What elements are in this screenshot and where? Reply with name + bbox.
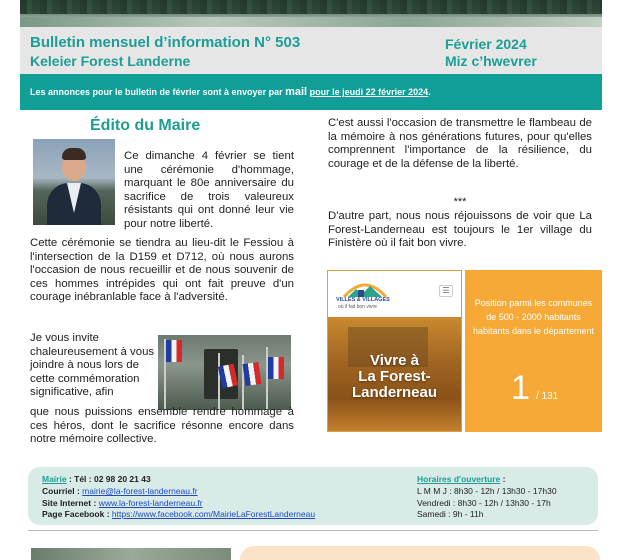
- village-name: [328, 353, 461, 401]
- villes-villages-logo: [340, 277, 390, 299]
- notice-mail-word: mail: [285, 86, 308, 98]
- village-name-line-3: Landerneau: [351, 384, 438, 401]
- opening-hours-colon: :: [500, 474, 506, 484]
- mairie-phone: : Tél : 02 98 20 21 43: [66, 474, 151, 484]
- notice-deadline-link[interactable]: pour le jeudi 22 février 2024: [309, 87, 429, 97]
- villes-villages-card[interactable]: [327, 270, 462, 432]
- contact-box: [28, 467, 598, 525]
- village-name-line-1: Vivre à: [370, 352, 419, 369]
- edito-paragraph-3-end: que nous puissions ensemble rendre hommage à ces héros, dont le sacrifice résonne encore dans notre mémoire collective.: [30, 406, 294, 446]
- ranking-card: [465, 270, 602, 432]
- banner-photo: [20, 0, 602, 27]
- website-label: Site Internet :: [42, 498, 99, 508]
- ceremony-photo: [158, 335, 291, 410]
- opening-hours-title-line: [417, 474, 505, 485]
- edito-paragraph-1: Ce dimanche 4 février se tient une cérémonie d'hommage, marquant le 80e anniversaire du sacrifice de trois valeureux résistants qui ont donné leur vie pour notre liberté.: [124, 150, 294, 230]
- bulletin-date: Février 2024: [445, 36, 527, 52]
- villes-villages-logo-subtitle: où il fait bon vivre: [338, 304, 377, 310]
- ranking-position: 1: [511, 369, 530, 407]
- edito-paragraph-4: C'est aussi l'occasion de transmettre le flambeau de la mémoire à nos générations futures, pour qu'elles comprennent l'importance de la résilience, du courage et de la défense de la liberté.: [328, 117, 592, 170]
- ranking-total: / 131: [536, 391, 559, 402]
- email-link[interactable]: mairie@la-forest-landerneau.fr: [82, 486, 198, 496]
- village-name-line-2: La Forest-: [358, 368, 431, 385]
- edito-title: Édito du Maire: [90, 117, 201, 134]
- bulletin-title: Bulletin mensuel d’information N° 503: [30, 34, 301, 51]
- facebook-label: Page Facebook :: [42, 509, 112, 519]
- ranking-description: Position parmi les communes de 500 - 2000 habitants habitants dans le département: [472, 298, 595, 336]
- edito-paragraph-2: Cette cérémonie se tiendra au lieu-dit le Fessiou à l'intersection de la D159 et D712, où nous aurons l'occasion de nous recueillir et de nous souvenir de ces hommes intrépides qui ont fait preuve d'un courage inébranlable face à l'adversité.: [30, 237, 294, 304]
- menu-icon[interactable]: ☰: [439, 285, 453, 297]
- bottom-section-box: [240, 546, 600, 560]
- opening-hours-saturday: Samedi : 9h - 11h: [417, 509, 484, 519]
- bulletin-header: [20, 27, 602, 74]
- banner-water: [20, 17, 602, 27]
- opening-hours-link[interactable]: Horaires d'ouverture: [417, 474, 501, 484]
- bulletin-subtitle: Keleier Forest Landerne: [30, 53, 191, 69]
- edito-separator: ***: [453, 196, 467, 208]
- bottom-photo: [31, 548, 231, 560]
- contact-phone-line: [42, 474, 151, 485]
- contact-facebook-line: [42, 509, 315, 520]
- opening-hours-friday: Vendredi : 8h30 - 12h / 13h30 - 17h: [417, 498, 551, 508]
- email-label: Courriel :: [42, 486, 83, 496]
- flag-icon: [166, 340, 182, 362]
- announcement-notice: [20, 74, 602, 110]
- contact-email-line: [42, 486, 198, 497]
- edito-paragraph-5: D'autre part, nous nous réjouissons de voir que La Forest-Landerneau est toujours le 1er village du Finistère où il fait bon vivre.: [328, 210, 592, 250]
- website-link[interactable]: www.la-forest-landerneau.fr: [98, 498, 203, 508]
- contact-website-line: [42, 498, 203, 509]
- villes-villages-header: [328, 271, 461, 317]
- edito-paragraph-3: Je vous invite chaleureusement à vous joindre à nous lors de cette commémoration significative, afin: [30, 332, 155, 399]
- section-divider: [28, 530, 598, 531]
- mairie-link[interactable]: Mairie: [42, 474, 67, 484]
- villes-villages-logo-title: VILLES & VILLAGES: [336, 297, 390, 303]
- banner-trees: [20, 0, 602, 14]
- bulletin-date-breton: Miz c’hwevrer: [445, 53, 537, 69]
- notice-text: Les annonces pour le bulletin de février sont à envoyer par: [30, 87, 283, 97]
- facebook-link[interactable]: https://www.facebook.com/MairieLaForestLanderneau: [111, 509, 316, 519]
- notice-period: .: [428, 87, 431, 97]
- opening-hours-weekdays: L M M J : 8h30 - 12h / 13h30 - 17h30: [417, 486, 557, 496]
- mayor-portrait: [33, 139, 115, 225]
